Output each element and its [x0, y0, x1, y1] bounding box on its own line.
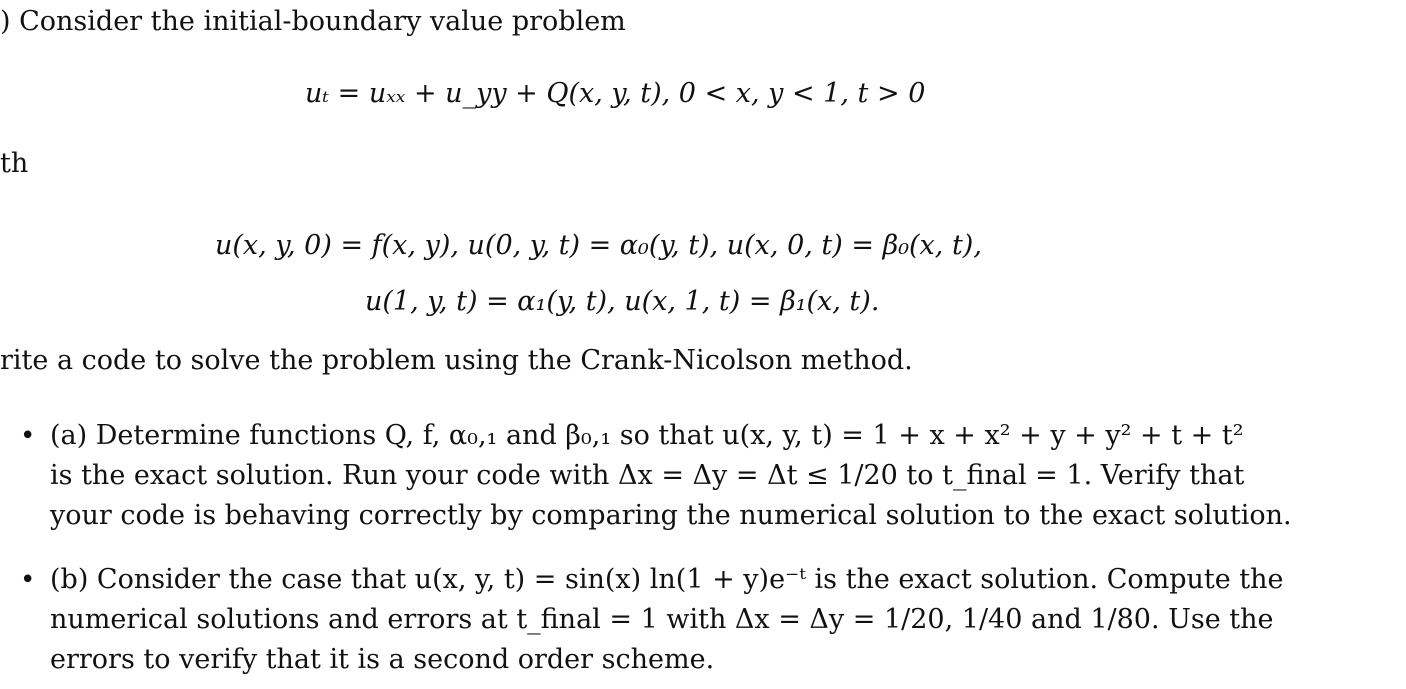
problem-intro: ) Consider the initial-boundary value problem — [0, 6, 626, 37]
item-b-line-1: (b) Consider the case that u(x, y, t) = sin(x) ln(1 + y)e⁻ᵗ is the exact solution. Compute the — [50, 564, 1284, 595]
bullet-a: • — [20, 421, 36, 451]
item-a-line-3: your code is behaving correctly by comparing the numerical solution to the exact solution. — [50, 500, 1292, 531]
item-a-line-1: (a) Determine functions Q, f, α₀,₁ and β₀,₁ so that u(x, y, t) = 1 + x + x² + y + y² + t + t² — [50, 420, 1244, 451]
boundary-conditions-line-1: u(x, y, 0) = f(x, y), u(0, y, t) = α₀(y, t), u(x, 0, t) = β₀(x, t), — [215, 230, 982, 261]
write-code-instruction: rite a code to solve the problem using the Crank-Nicolson method. — [0, 345, 913, 376]
with-text: th — [0, 148, 29, 179]
bullet-b: • — [20, 565, 36, 595]
boundary-conditions-line-2: u(1, y, t) = α₁(y, t), u(x, 1, t) = β₁(x, t). — [365, 286, 880, 317]
item-b-line-2: numerical solutions and errors at t_final = 1 with Δx = Δy = 1/20, 1/40 and 1/80. Use the — [50, 604, 1274, 635]
item-a-line-2: is the exact solution. Run your code with Δx = Δy = Δt ≤ 1/20 to t_final = 1. Verify that — [50, 460, 1245, 491]
item-b-line-3: errors to verify that it is a second order scheme. — [50, 644, 715, 675]
pde-equation: uₜ = uₓₓ + u_yy + Q(x, y, t), 0 < x, y < 1, t > 0 — [305, 78, 926, 109]
